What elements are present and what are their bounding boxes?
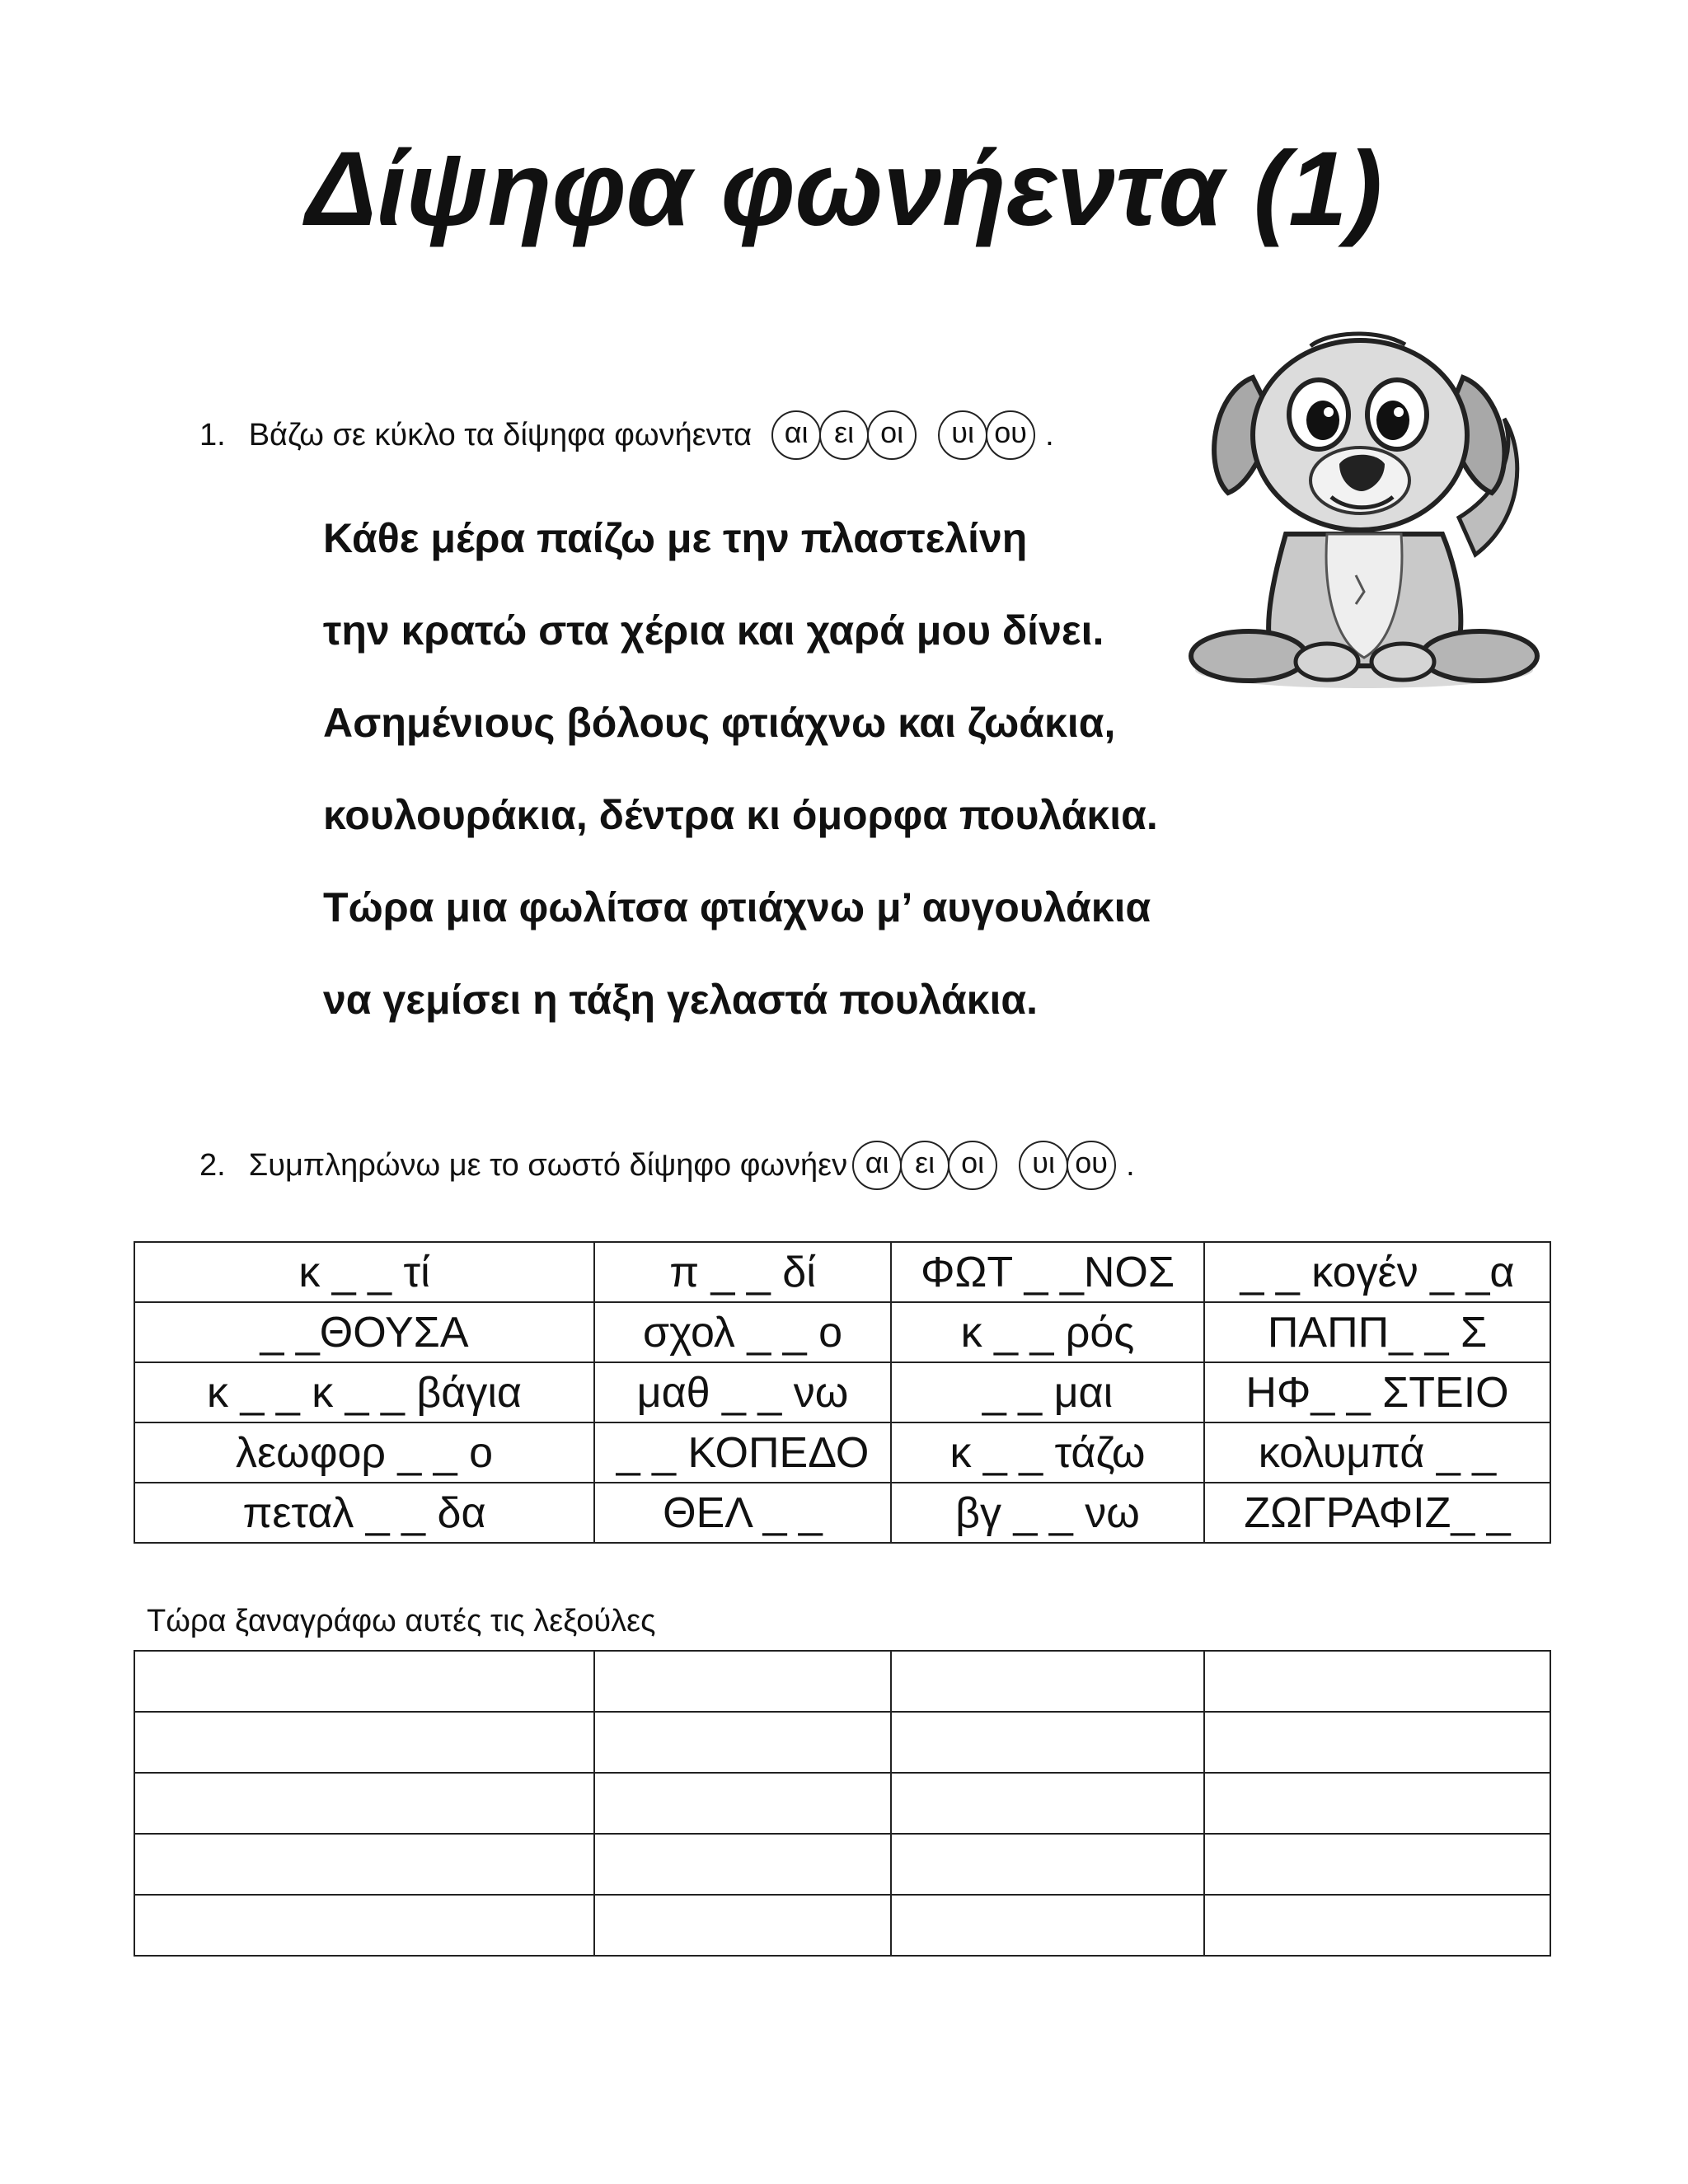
blank-cell[interactable]: [134, 1651, 594, 1712]
poem-line: κουλουράκια, δέντρα κι όμορφα πουλάκια.: [323, 792, 1158, 838]
word-cell: ΖΩΓΡΑΦΙΖ_ _: [1204, 1483, 1550, 1543]
poem-line: Ασημένιους βόλους φτιάχνω και ζωάκια,: [323, 700, 1116, 746]
digraph-ou: ου: [1067, 1141, 1116, 1190]
blank-cell[interactable]: [891, 1773, 1204, 1834]
word-cell: κ _ _ τί: [134, 1242, 594, 1302]
digraph-ai: αι: [852, 1141, 902, 1190]
poem-line: Κάθε μέρα παίζω με την πλαστελίνη: [323, 515, 1028, 561]
blank-cell[interactable]: [134, 1895, 594, 1956]
word-cell: κολυμπά _ _: [1204, 1422, 1550, 1483]
exercise-1-number: 1.: [199, 417, 226, 452]
blank-cell[interactable]: [134, 1712, 594, 1773]
poem-line: την κρατώ στα χέρια και χαρά μου δίνει.: [323, 607, 1104, 654]
word-cell: μαθ _ _ νω: [594, 1362, 891, 1422]
rewrite-table: [134, 1650, 1551, 1957]
exercise-1-instruction: [199, 410, 1054, 460]
blank-cell[interactable]: [594, 1651, 891, 1712]
table-row: [134, 1422, 1550, 1483]
word-cell: πεταλ _ _ δα: [134, 1483, 594, 1543]
word-cell: _ _ ΚΟΠΕΔΟ: [594, 1422, 891, 1483]
blank-cell[interactable]: [134, 1773, 594, 1834]
blank-cell[interactable]: [594, 1773, 891, 1834]
word-cell: κ _ _ τάζω: [891, 1422, 1204, 1483]
digraph-yi: υι: [938, 410, 987, 460]
page-title: Δίψηφα φωνήεντα (1): [306, 130, 1382, 248]
blank-cell[interactable]: [1204, 1651, 1550, 1712]
digraph-ei: ει: [819, 410, 869, 460]
word-cell: βγ _ _ νω: [891, 1483, 1204, 1543]
word-cell: κ _ _ κ _ _ βάγια: [134, 1362, 594, 1422]
word-cell: ΠΑΠΠ_ _ Σ: [1204, 1302, 1550, 1362]
word-cell: _ _ μαι: [891, 1362, 1204, 1422]
blank-cell[interactable]: [891, 1895, 1204, 1956]
table-row: [134, 1302, 1550, 1362]
exercise-2-number: 2.: [199, 1147, 226, 1183]
blank-cell[interactable]: [891, 1712, 1204, 1773]
digraph-oi: οι: [867, 410, 917, 460]
digraph-ai: αι: [771, 410, 821, 460]
blank-cell[interactable]: [1204, 1834, 1550, 1895]
table-row: [134, 1895, 1550, 1956]
exercise-1-text: Βάζω σε κύκλο τα δίψηφα φωνήεντα: [248, 417, 753, 452]
rewrite-instruction: Τώρα ξαναγράφω αυτές τις λεξούλες: [147, 1604, 656, 1638]
exercise-2-instruction: [199, 1141, 1135, 1190]
blank-cell[interactable]: [891, 1834, 1204, 1895]
digraph-ou: ου: [986, 410, 1035, 460]
word-cell: ΘΕΛ _ _: [594, 1483, 891, 1543]
word-cell: σχολ _ _ ο: [594, 1302, 891, 1362]
word-cell: λεωφορ _ _ ο: [134, 1422, 594, 1483]
table-row: [134, 1362, 1550, 1422]
table-row: [134, 1483, 1550, 1543]
digraph-oi: οι: [948, 1141, 997, 1190]
exercise-2-text: Συμπληρώνω με το σωστό δίψηφο φωνήεν: [248, 1147, 848, 1183]
word-cell: ΦΩΤ _ _ΝΟΣ: [891, 1242, 1204, 1302]
blank-cell[interactable]: [594, 1712, 891, 1773]
digraph-ei: ει: [900, 1141, 950, 1190]
blank-cell[interactable]: [891, 1651, 1204, 1712]
blank-cell[interactable]: [1204, 1773, 1550, 1834]
exercise-2-digraphs: [852, 1141, 1135, 1190]
poem-line: Τώρα μια φωλίτσα φτιάχνω μ’ αυγουλάκια: [323, 884, 1151, 930]
fill-in-words-table: [134, 1241, 1551, 1544]
word-cell: κ _ _ ρός: [891, 1302, 1204, 1362]
exercise-1-period: .: [1045, 417, 1054, 452]
poem: [323, 509, 1158, 1063]
word-cell: ΗΦ_ _ ΣΤΕΙΟ: [1204, 1362, 1550, 1422]
blank-cell[interactable]: [1204, 1712, 1550, 1773]
word-cell: _ _ κογέν _ _α: [1204, 1242, 1550, 1302]
blank-cell[interactable]: [134, 1834, 594, 1895]
blank-cell[interactable]: [594, 1834, 891, 1895]
exercise-2-period: .: [1126, 1147, 1135, 1183]
blank-cell[interactable]: [1204, 1895, 1550, 1956]
poem-line: να γεμίσει η τάξη γελαστά πουλάκια.: [323, 977, 1039, 1023]
puppy-illustration: [1187, 328, 1541, 691]
table-row: [134, 1242, 1550, 1302]
exercise-1-digraphs: [771, 410, 1054, 460]
word-cell: π _ _ δί: [594, 1242, 891, 1302]
table-row: [134, 1651, 1550, 1712]
table-row: [134, 1773, 1550, 1834]
digraph-yi: υι: [1019, 1141, 1068, 1190]
table-row: [134, 1712, 1550, 1773]
blank-cell[interactable]: [594, 1895, 891, 1956]
word-cell: _ _ΘΟΥΣΑ: [134, 1302, 594, 1362]
table-row: [134, 1834, 1550, 1895]
